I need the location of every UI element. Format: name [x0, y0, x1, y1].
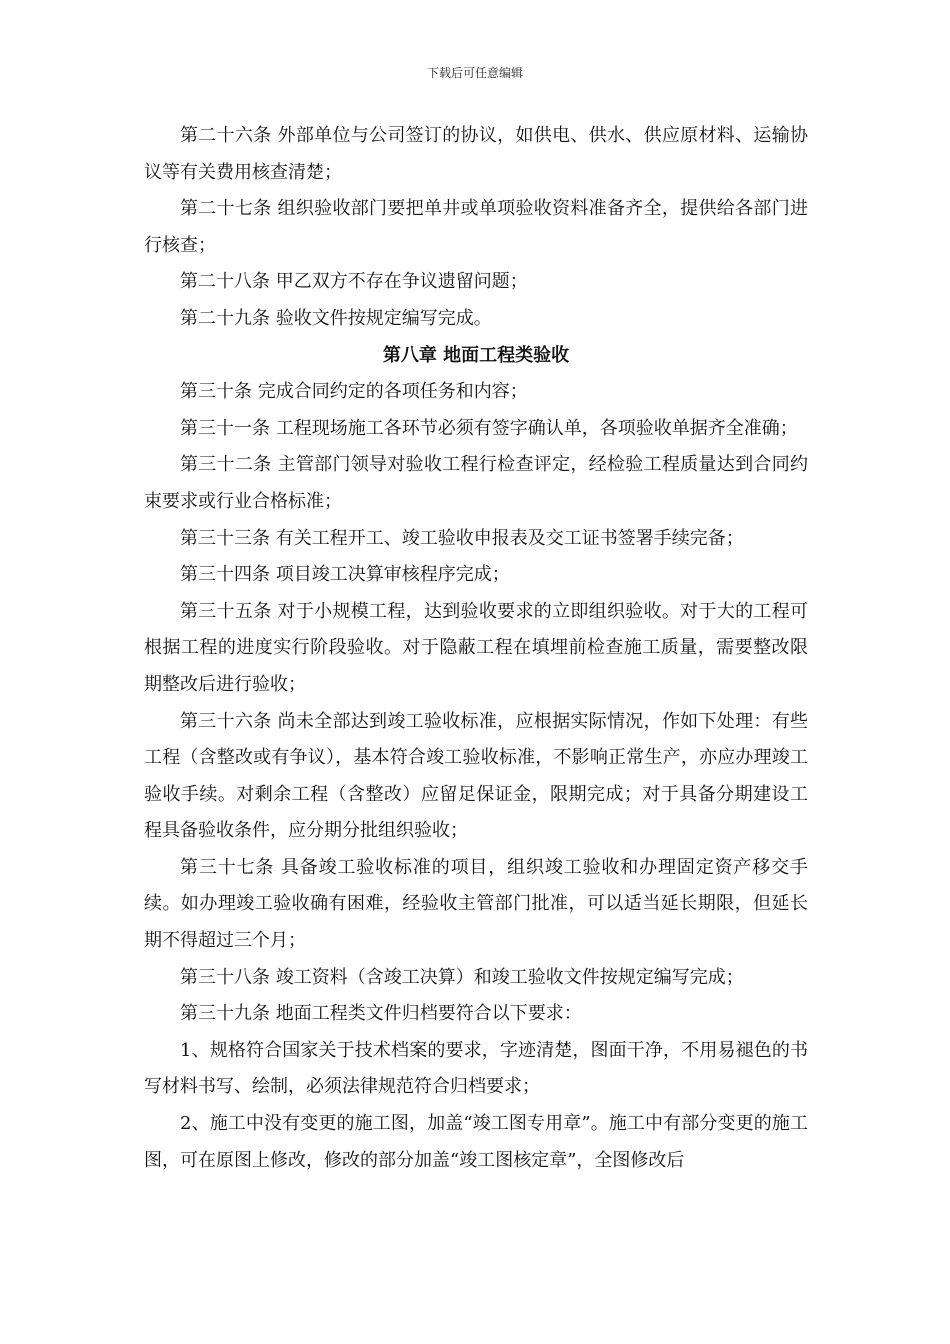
article-34: 第三十四条 项目竣工决算审核程序完成；	[180, 564, 510, 586]
article-33: 第三十三条 有关工程开工、竣工验收申报表及交工证书签署手续完备；	[180, 527, 744, 549]
article-31: 第三十一条 工程现场施工各环节必须有签字确认单，各项验收单据齐全准确；	[180, 417, 798, 439]
article-38: 第三十八条 竣工资料（含竣工决算）和竣工验收文件按规定编写完成；	[180, 966, 744, 988]
requirement-1: 1、规格符合国家关于技术档案的要求，字迹清楚，图面干净，不用易褪色的书写材料书写、绘制，必须法律规范符合归档要求；	[144, 1039, 808, 1098]
document-body	[144, 118, 808, 1179]
article-39: 第三十九条 地面工程类文件归档要符合以下要求：	[180, 1003, 582, 1025]
article-26: 第二十六条 外部单位与公司签订的协议，如供电、供水、供应原材料、运输协议等有关费用核查清楚；	[144, 125, 808, 183]
article-36: 第三十六条 尚未全部达到竣工验收标准，应根据实际情况，作如下处理：有些工程（含整改或有争议），基本符合竣工验收标准，不影响正常生产，亦应办理竣工验收手续。对剩余工程（含整改）应留足保证金，限期完成；对于具备分期建设工程具备验收条件，应分期分批组织验收；	[144, 710, 808, 842]
article-30: 第三十条 完成合同约定的各项任务和内容；	[180, 381, 528, 403]
article-27: 第二十七条 组织验收部门要把单井或单项验收资料准备齐全，提供给各部门进行核查；	[144, 198, 808, 256]
requirement-2: 2、施工中没有变更的施工图，加盖“竣工图专用章”。施工中有部分变更的施工图，可在原图上修改，修改的部分加盖“竣工图核定章”，全图修改后	[144, 1113, 808, 1171]
chapter-title: 第八章 地面工程类验收	[382, 344, 570, 366]
article-32: 第三十二条 主管部门领导对验收工程行检查评定，经检验工程质量达到合同约束要求或行业合格标准；	[144, 454, 808, 512]
article-35: 第三十五条 对于小规模工程，达到验收要求的立即组织验收。对于大的工程可根据工程的进度实行阶段验收。对于隐蔽工程在填埋前检查施工质量，需要整改限期整改后进行验收；	[144, 600, 808, 695]
article-28: 第二十八条 甲乙双方不存在争议遗留问题；	[180, 271, 528, 293]
page-header: 下载后可任意编辑	[426, 66, 523, 80]
article-37: 第三十七条 具备竣工验收标准的项目，组织竣工验收和办理固定资产移交手续。如办理竣工验收确有困难，经验收主管部门批准，可以适当延长期限，但延长期不得超过三个月；	[144, 856, 808, 952]
article-29: 第二十九条 验收文件按规定编写完成。	[180, 307, 492, 329]
